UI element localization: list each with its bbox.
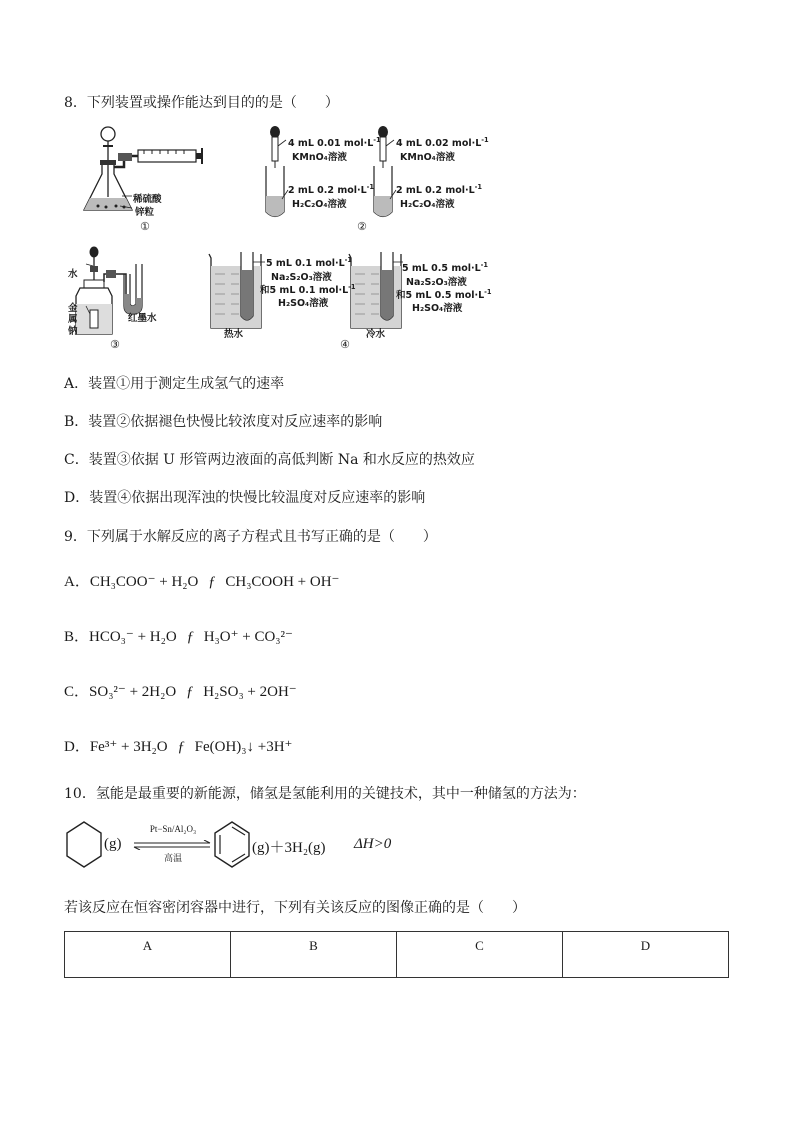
u-tube-diagram: [66, 244, 176, 342]
table-row: [65, 932, 729, 978]
label-zinc-granules: 锌粒: [135, 207, 155, 218]
figure-tag-1: ①: [140, 220, 150, 233]
q10-question: 若该反应在恒容密闭容器中进行，下列有关该反应的图像正确的是（ ）: [64, 900, 526, 916]
figure-tag-2: ②: [357, 220, 367, 233]
tube-right-bottom-line1: 2 mL 0.2 $mol\cdot L^{-1}$: [396, 183, 483, 197]
equilibrium-arrow-icon: [132, 840, 212, 850]
q9-option-d[interactable]: D．Fe³⁺ + 3H₂O ƒ Fe(OH)₃↓ +3H⁺: [64, 739, 293, 755]
tube-right-top-line2: KMnO₄溶液: [400, 152, 455, 163]
beaker-right-line4: H₂SO₄溶液: [412, 303, 463, 314]
tube-right-bottom-line2: H₂C₂O₄溶液: [400, 199, 455, 210]
label-dilute-sulfuric-acid: 稀硫酸: [133, 194, 162, 205]
label-water: 水: [68, 269, 78, 280]
q8-stem: 8．下列装置或操作能达到目的的是（ ）: [64, 95, 339, 111]
condition-label: 高温: [163, 853, 182, 863]
tube-left-top-line2: KMnO₄溶液: [292, 152, 347, 163]
beaker-left-line3: 和5 mL 0.1 $mol\cdot L^{-1}$: [260, 282, 356, 296]
label-red-ink: 红墨水: [128, 313, 157, 324]
option-cell-c[interactable]: C: [397, 932, 563, 978]
label-sodium: 钠: [68, 326, 78, 337]
label-metal-2: 属: [68, 314, 78, 325]
q10-stem: 10．氢能是最重要的新能源，储氢是氢能利用的关键技术，其中一种储氢的方法为：: [64, 786, 586, 802]
enthalpy-label: ΔH>0: [354, 836, 392, 852]
apparatus-3: [66, 244, 176, 342]
q10-options-table: [64, 931, 729, 978]
q9-option-a[interactable]: A．CH₃COO⁻ + H₂O ƒ CH₃COOH + OH⁻: [64, 574, 340, 590]
beaker-left-line2: Na₂S₂O₃溶液: [271, 272, 332, 283]
beaker-left-line4: H₂SO₄溶液: [278, 298, 329, 309]
beaker-left-line1: 5 mL 0.1 $mol\cdot L^{-1}$: [266, 256, 353, 270]
figure-tag-4: ④: [340, 338, 350, 351]
q8-option-c[interactable]: C．装置③依据 U 形管两边液面的高低判断 Na 和水反应的热效应: [64, 452, 475, 468]
benzene-icon: [212, 820, 252, 870]
reaction-equation: [64, 818, 504, 874]
beaker-right-line3: 和5 mL 0.5 $mol\cdot L^{-1}$: [396, 287, 492, 301]
tube-right-top-line1: 4 mL 0.02 $mol\cdot L^{-1}$: [396, 136, 489, 150]
reactant-state: (g): [104, 836, 122, 852]
catalyst-label: Pt−Sn/Al₂O₃: [149, 824, 197, 834]
q9-option-c[interactable]: C．SO₃²⁻ + 2H₂O ƒ H₂SO₃ + 2OH⁻: [64, 684, 297, 700]
tube-left-top-line1: 4 mL 0.01 $mol\cdot L^{-1}$: [288, 136, 381, 150]
option-cell-a[interactable]: A: [65, 932, 231, 978]
tube-left-bottom-line2: H₂C₂O₄溶液: [292, 199, 347, 210]
q9-option-b[interactable]: B．HCO₃⁻ + H₂O ƒ H₃O⁺ + CO₃²⁻: [64, 629, 293, 645]
product-label: (g)＋3H₂(g): [252, 840, 326, 856]
option-cell-b[interactable]: B: [231, 932, 397, 978]
q9-stem: 9．下列属于水解反应的离子方程式且书写正确的是（ ）: [64, 529, 437, 545]
beaker-right-line2: Na₂S₂O₃溶液: [406, 277, 467, 288]
q8-option-b[interactable]: B．装置②依据褪色快慢比较浓度对反应速率的影响: [64, 414, 383, 430]
q8-option-a[interactable]: A．装置①用于测定生成氢气的速率: [64, 376, 285, 392]
label-hot-water: 热水: [224, 329, 244, 340]
label-metal-1: 金: [68, 303, 78, 314]
option-cell-d[interactable]: D: [563, 932, 729, 978]
beaker-right-line1: 5 mL 0.5 $mol\cdot L^{-1}$: [402, 261, 489, 275]
label-cold-water: 冷水: [366, 329, 386, 340]
q8-option-d[interactable]: D．装置④依据出现浑浊的快慢比较温度对反应速率的影响: [64, 490, 426, 506]
tube-left-bottom-line1: 2 mL 0.2 $mol\cdot L^{-1}$: [288, 183, 375, 197]
cyclohexane-icon: [64, 820, 104, 870]
figure-tag-3: ③: [110, 338, 120, 351]
